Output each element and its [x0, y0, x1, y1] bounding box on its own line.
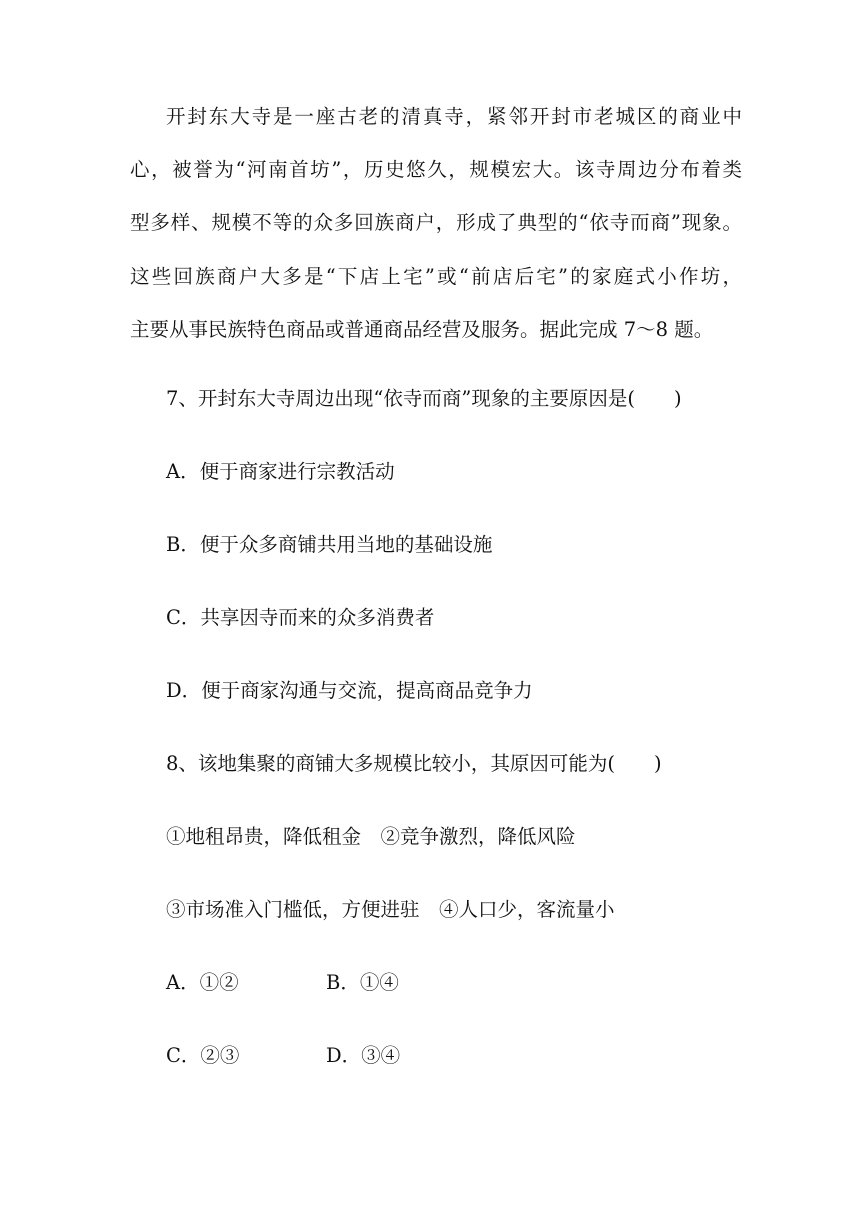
passage-line: 型多样、规模不等的众多回族商户，形成了典型的“依寺而商”现象。: [130, 211, 742, 234]
statement-line: ①地租昂贵，降低租金 ②竞争激烈，降低风险: [166, 825, 576, 848]
passage-line: 心，被誉为“河南首坊”，历史悠久，规模宏大。该寺周边分布着类: [130, 158, 742, 181]
passage-line: 这些回族商户大多是“下店上宅”或“前店后宅”的家庭式小作坊，: [130, 265, 742, 288]
option-row: [166, 970, 399, 996]
option-a: A．①②: [166, 971, 239, 994]
option-b: B．①④: [326, 971, 399, 994]
question-stem: 7、开封东大寺周边出现“依寺而商”现象的主要原因是( ): [166, 387, 682, 410]
statement-line: ③市场准入门槛低，方便进驻 ④人口少，客流量小: [166, 898, 615, 921]
passage-line: 主要从事民族特色商品或普通商品经营及服务。据此完成 7～8 题。: [130, 318, 714, 341]
passage-line: 开封东大寺是一座古老的清真寺，紧邻开封市老城区的商业中: [166, 105, 742, 128]
option-c: C．②③: [166, 1044, 240, 1067]
option-d: D．③④: [326, 1044, 401, 1067]
option-a: A．便于商家进行宗教活动: [166, 460, 395, 483]
option-b: B．便于众多商铺共用当地的基础设施: [166, 533, 493, 556]
question-stem: 8、该地集聚的商铺大多规模比较小，其原因可能为( ): [166, 752, 662, 775]
option-c: C．共享因寺而来的众多消费者: [166, 606, 435, 629]
option-d: D．便于商家沟通与交流，提高商品竞争力: [166, 679, 533, 702]
option-row: [166, 1043, 401, 1069]
